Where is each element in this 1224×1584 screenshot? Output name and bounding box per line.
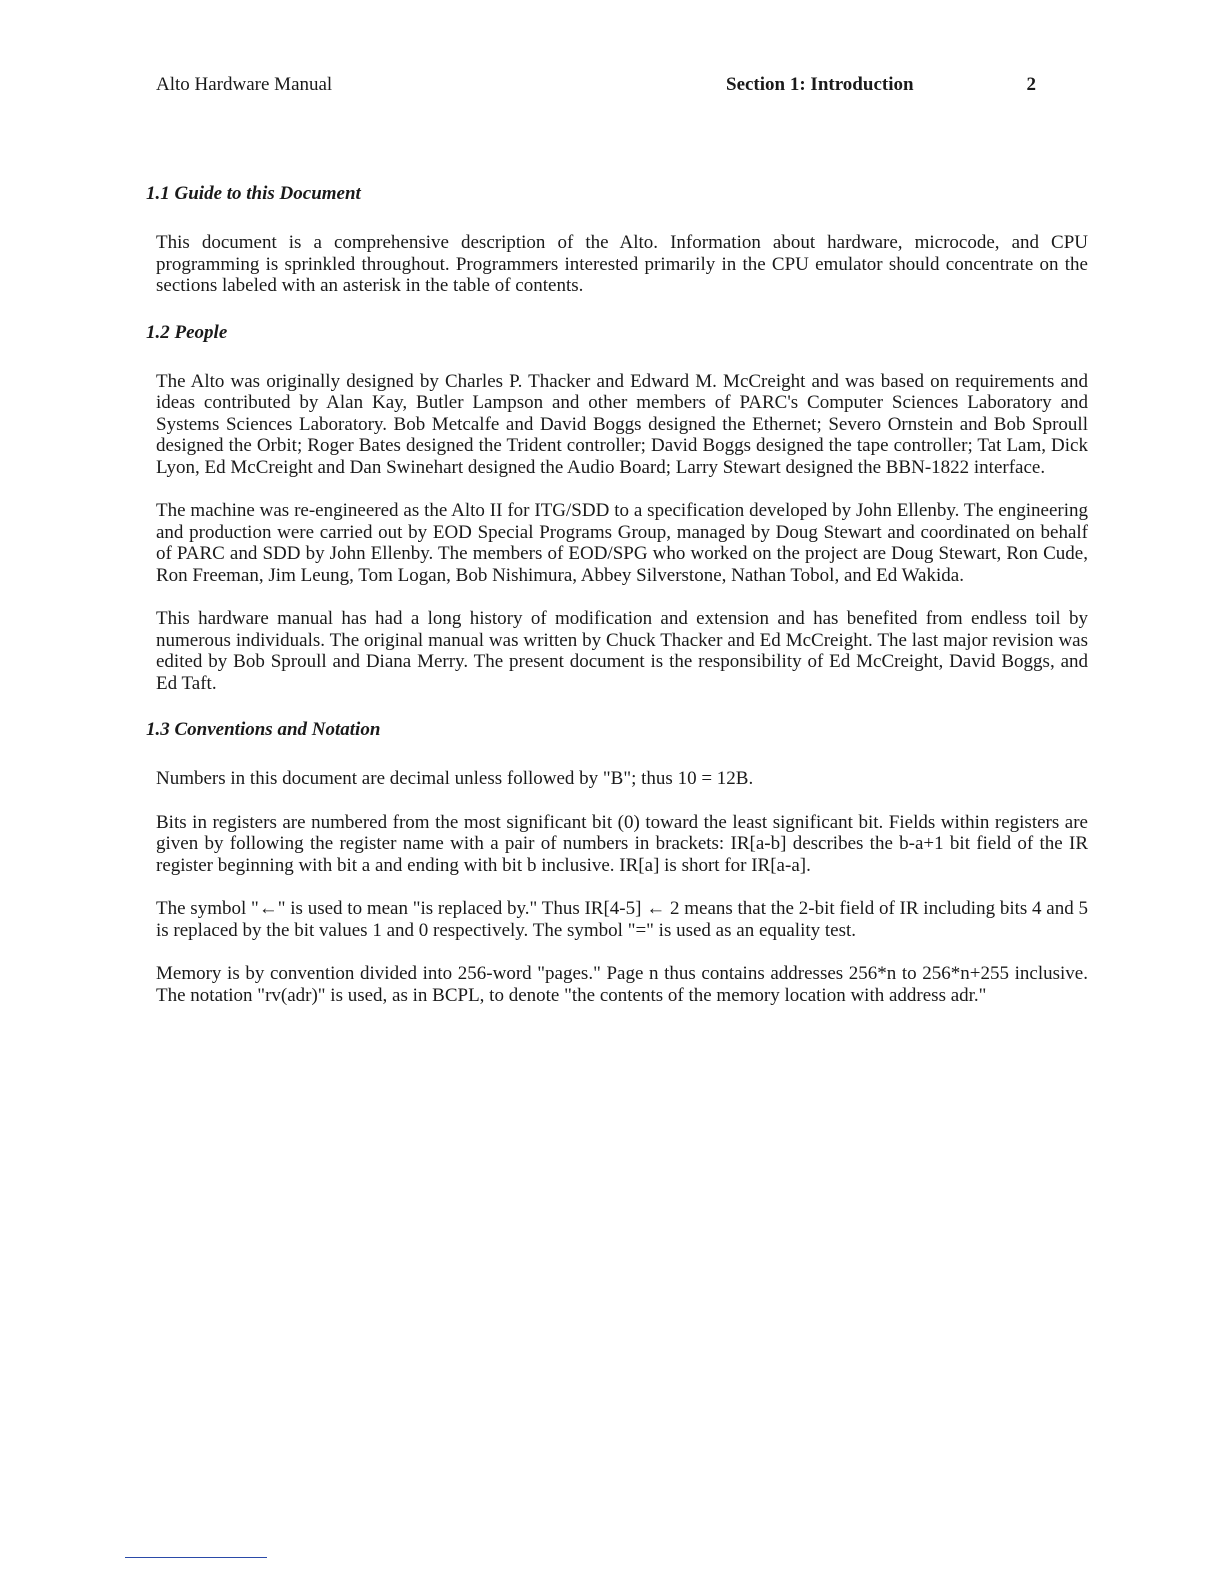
section-people (146, 319, 1088, 695)
paragraph: The Alto was originally designed by Charles P. Thacker and Edward M. McCreight and was based on requirements and ideas contributed by Alan Kay, Butler Lampson and other members of PARC's Computer Sciences Laboratory and Systems Sciences Laboratory. Bob Metcalfe and David Boggs designed the Ethernet; Severo Ornstein and Bob Sproull designed the Orbit; Roger Bates designed the Trident controller; David Boggs designed the tape controller; Tat Lam, Dick Lyon, Ed McCreight and Dan Swinehart designed the Audio Board; Larry Stewart designed the BBN-1822 interface. (156, 370, 1088, 478)
header-page-number: 2 (1026, 74, 1036, 95)
paragraph: This document is a comprehensive description of the Alto. Information about hardware, microcode, and CPU programming is sprinkled throughout. Programmers interested primarily in the CPU emulator should concentrate on the sections labeled with an asterisk in the table of contents. (156, 232, 1088, 296)
running-header (156, 72, 1036, 98)
section-heading: 1.2 People (146, 321, 228, 343)
section-heading: 1.1 Guide to this Document (146, 183, 361, 204)
paragraph: The machine was re-engineered as the Alto II for ITG/SDD to a specification developed by John Ellenby. The engineering and production were carried out by EOD Special Programs Group, managed by Doug Stewart and coordinated on behalf of PARC and SDD by John Ellenby. The members of EOD/SPG who worked on the project are Doug Stewart, Ron Cude, Ron Freeman, Jim Leung, Tom Logan, Bob Nishimura, Abbey Silverstone, Nathan Tobol, and Ed Wakida. (156, 500, 1088, 586)
paragraph: This hardware manual has had a long history of modification and extension and has benefited from endless toil by numerous individuals. The original manual was written by Chuck Thacker and Ed McCreight. The last major revision was edited by Bob Sproull and Diana Merry. The present document is the responsibility of Ed McCreight, David Boggs, and Ed Taft. (156, 608, 1088, 694)
paragraph: Numbers in this document are decimal unless followed by "B"; thus 10 = 12B. (156, 768, 754, 789)
paragraph: Bits in registers are numbered from the most significant bit (0) toward the least significant bit. Fields within registers are given by following the register name with a pair of numbers in brackets: IR[a-b] describes the b-a+1 bit field of the IR register beginning with bit a and ending with bit b inclusive. IR[a] is short for IR[a-a]. (156, 811, 1088, 876)
header-section-title: Section 1: Introduction (726, 74, 914, 95)
paragraph: The symbol "←" is used to mean "is replaced by." Thus IR[4-5] ← 2 means that the 2-bit field of IR including bits 4 and 5 is replaced by the bit values 1 and 0 respectively. The symbol "=" is used as an equality test. (156, 898, 1088, 941)
section-heading: 1.3 Conventions and Notation (146, 719, 381, 740)
paragraph: Memory is by convention divided into 256-word "pages." Page n thus contains addresses 256*n to 256*n+255 inclusive. The notation "rv(adr)" is used, as in BCPL, to denote "the contents of the memory location with address adr." (156, 963, 1088, 1006)
header-manual-title: Alto Hardware Manual (156, 74, 333, 95)
footnote-rule (125, 1557, 267, 1558)
section-guide (146, 180, 1088, 297)
section-conventions (146, 716, 1088, 1006)
document-body (146, 180, 1088, 1028)
